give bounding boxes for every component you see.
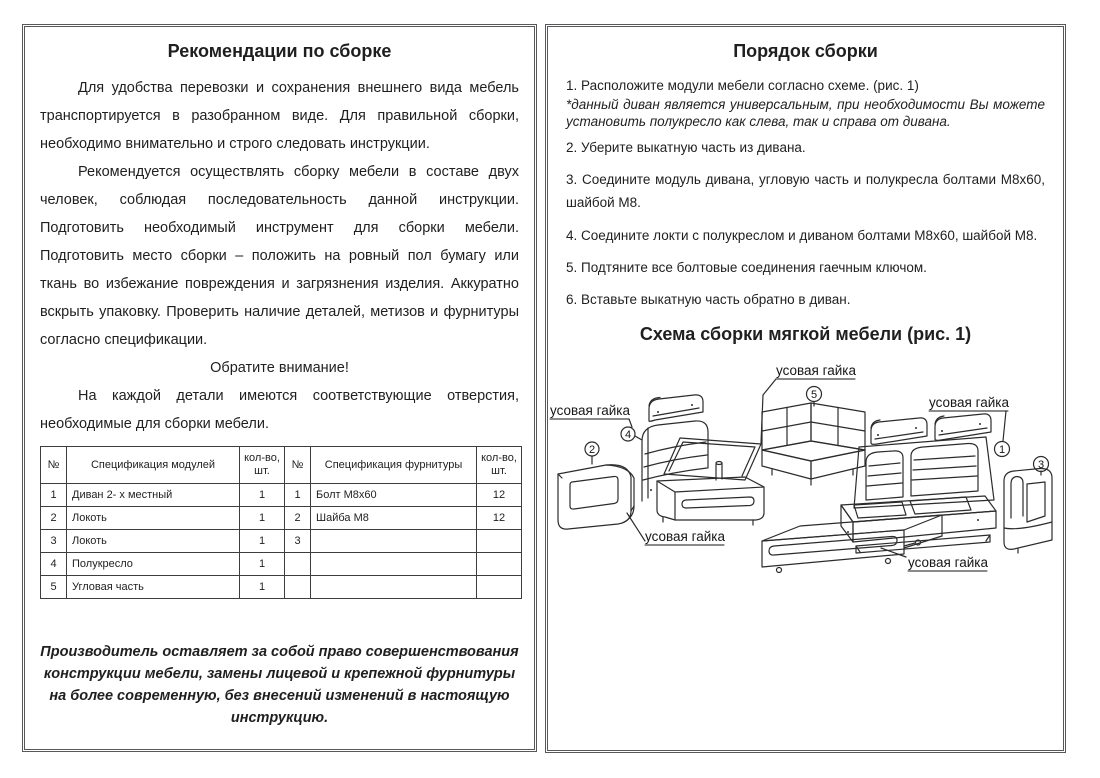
- left-page-title: Рекомендации по сборке: [167, 41, 392, 61]
- tenon-label-bottom-right: усовая гайка: [908, 555, 988, 570]
- left-page: [22, 24, 537, 752]
- armrest-right-drawing: [1004, 468, 1052, 553]
- corner-section-drawing: [762, 403, 865, 485]
- header-no-left: №: [41, 447, 67, 484]
- manufacturer-note: Производитель оставляет за собой право совершенствования конструкции мебели, замены лицевой и крепежной фурнитуры на более современную, без внесений изменений в настоящую инструкцию.: [40, 644, 519, 726]
- part-2-badge: 2: [588, 444, 596, 456]
- right-page-title: Порядок сборки: [733, 41, 878, 61]
- header-qty-left: кол-во, шт.: [240, 447, 285, 484]
- part-4-badge: 4: [624, 429, 632, 441]
- part-5-badge: 5: [810, 389, 818, 401]
- sofa-drawing: [841, 414, 996, 553]
- assembly-step-1: 1. Расположите модули мебели согласно схеме. (рис. 1): [566, 78, 919, 93]
- paragraph-recommend: Рекомендуется осуществлять сборку мебели в составе двух человек, соблюдая последовательность данной инструкции. Подготовить необходимый инструмент для сборки мебели. Подготовить место сборки – положить на ровный пол бумагу или ткань во избежание повреждения и загрязнения изделия. Аккуратно вскрыть упаковку. Проверить наличие деталей, метизов и фурнитуры согласно спецификации.: [40, 164, 519, 348]
- part-1-badge: 1: [998, 444, 1006, 456]
- tenon-label-right: усовая гайка: [929, 395, 1009, 410]
- assembly-step-4: 4. Соедините локти с полукреслом и диваном болтами М8х60, шайбой М8.: [566, 228, 1038, 243]
- table-row: 3 Локоть 1 3: [41, 530, 522, 553]
- table-row: 4 Полукресло 1: [41, 553, 522, 576]
- paragraph-transport: Для удобства перевозки и сохранения внешнего вида мебель транспортируется в разобранном виде. Для правильной сборки, необходимо внимательно и строго следовать инструкции.: [40, 80, 519, 152]
- assembly-step-1-note: *данный диван является универсальным, при необходимости Вы можете установить полукресло как слева, так и справа от дивана.: [566, 97, 1045, 129]
- paragraph-holes: На каждой детали имеются соответствующие отверстия, необходимые для сборки мебели.: [40, 388, 519, 432]
- header-qty-right: кол-во, шт.: [477, 447, 522, 484]
- header-spec-modules: Спецификация модулей: [67, 447, 240, 484]
- part-3-badge: 3: [1037, 459, 1045, 471]
- armrest-left-drawing: [558, 465, 634, 529]
- table-row: 5 Угловая часть 1: [41, 576, 522, 599]
- assembly-step-5: 5. Подтяните все болтовые соединения гаечным ключом.: [566, 260, 927, 275]
- notice-line: Обратите внимание!: [210, 360, 349, 376]
- tenon-label-top: усовая гайка: [776, 363, 856, 378]
- assembly-diagram: [548, 350, 1066, 598]
- assembly-step-6: 6. Вставьте выкатную часть обратно в диван.: [566, 292, 851, 307]
- header-no-right: №: [285, 447, 311, 484]
- tenon-label-bottom-left: усовая гайка: [645, 529, 725, 544]
- header-spec-hardware: Спецификация фурнитуры: [311, 447, 477, 484]
- table-row: 2 Локоть 1 2 Шайба М8 12: [41, 507, 522, 530]
- specification-table: [40, 446, 522, 599]
- diagram-title: Схема сборки мягкой мебели (рис. 1): [639, 324, 972, 344]
- tenon-label-left: усовая гайка: [550, 403, 630, 418]
- right-page: [545, 24, 1066, 753]
- half-armchair-drawing: [642, 395, 764, 525]
- assembly-step-3: 3. Соедините модуль дивана, угловую часть и полукресла болтами М8х60, шайбой М8.: [566, 172, 1045, 210]
- table-row: 1 Диван 2- х местный 1 1 Болт М8х60 12: [41, 484, 522, 507]
- table-header-row: [41, 447, 522, 484]
- assembly-step-2: 2. Уберите выкатную часть из дивана.: [566, 140, 806, 155]
